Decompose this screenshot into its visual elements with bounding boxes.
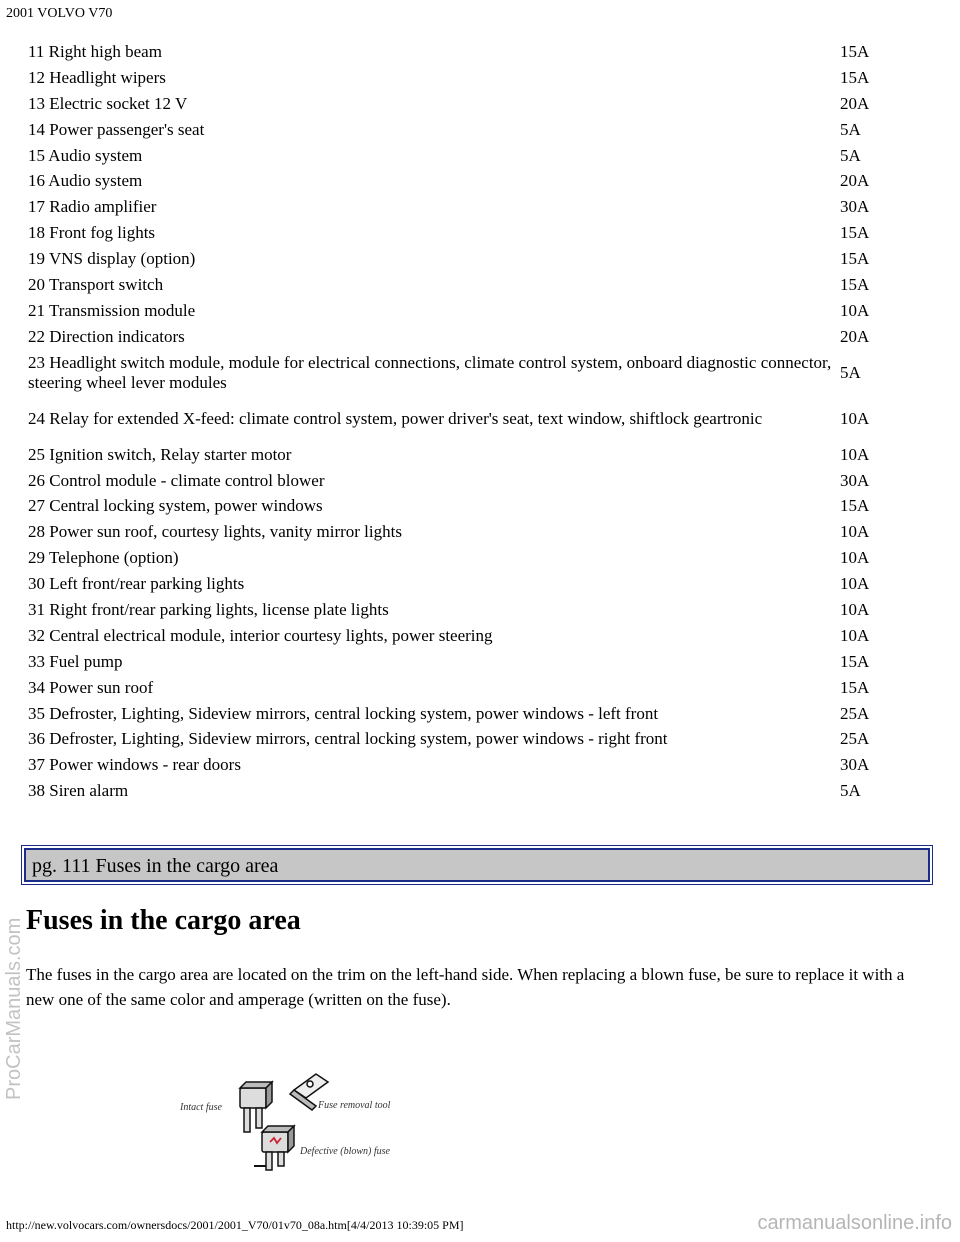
fuse-description: 12 Headlight wipers [28,67,166,87]
fuse-description: 33 Fuel pump [28,651,123,671]
fuse-row [28,752,890,778]
fuse-amperage: 5A [840,362,861,382]
fuse-amperage: 20A [840,93,870,113]
body-text: The fuses in the cargo area are located on the trim on the left-hand side. When replacing a blown fuse, be sure to replace it with a new one of the same color and amperage (written on the fuse). [26,965,905,1009]
fuse-row [28,442,890,468]
fuse-description: 11 Right high beam [28,41,162,61]
fuse-amperage: 15A [840,223,870,243]
fuse-amperage: 20A [840,171,870,191]
fuse-illustration-svg [178,1062,418,1174]
fuse-amperage: 5A [840,781,861,801]
fuse-amperage: 10A [840,444,870,464]
fuse-description: 14 Power passenger's seat [28,119,205,139]
fuse-description: 38 Siren alarm [28,781,129,801]
fuse-amperage: 5A [840,119,861,139]
fuse-row [28,701,890,727]
fuse-description: 17 Radio amplifier [28,197,157,217]
page-header: 2001 VOLVO V70 [6,6,113,21]
fuse-row [28,272,890,298]
fuse-amperage: 20A [840,326,870,346]
fuse-amperage: 15A [840,41,870,61]
fuse-description: 35 Defroster, Lighting, Sideview mirrors, central locking system, power windows - left front [28,703,659,723]
fuse-row [28,143,890,169]
fuse-row [28,91,890,117]
fuse-row [28,168,890,194]
fuse-amperage: 30A [840,470,870,490]
fuse-amperage: 25A [840,703,870,723]
fuse-row [28,519,890,545]
fuse-row [28,571,890,597]
fuse-description: 28 Power sun roof, courtesy lights, vanity mirror lights [28,522,402,542]
fuse-row [28,597,890,623]
fuse-row [28,324,890,350]
fuse-amperage: 15A [840,249,870,269]
side-watermark: ProCarManuals.com [3,917,25,1100]
fuse-row [28,65,890,91]
fuse-row [28,493,890,519]
fuse-description: 26 Control module - climate control blower [28,470,325,490]
fuse-row [28,298,890,324]
fuse-amperage: 30A [840,755,870,775]
fuse-row [28,778,890,804]
fuse-amperage: 10A [840,574,870,594]
fuse-description: 30 Left front/rear parking lights [28,574,245,594]
fuse-amperage: 30A [840,197,870,217]
fuse-row [28,39,890,65]
fuse-description: 19 VNS display (option) [28,249,196,269]
section-bar [24,848,930,882]
fuse-row [28,350,890,396]
fuse-description: 21 Transmission module [28,300,196,320]
blown-fuse-icon [254,1126,294,1170]
fuse-description: 23 Headlight switch module, module for electrical connections, climate control system, onboard diagnostic connector, steering wheel lever modules [28,352,832,392]
fuse-description: 15 Audio system [28,145,143,165]
fuse-description: 25 Ignition switch, Relay starter motor [28,444,292,464]
fuse-row [28,675,890,701]
fuse-amperage: 10A [840,408,870,428]
section-title: Fuses in the cargo area [26,905,301,936]
fuse-row [28,194,890,220]
corner-watermark: carmanualsonline.info [757,1212,952,1234]
intact-fuse-icon [240,1082,272,1132]
fuse-description: 34 Power sun roof [28,677,154,697]
fuse-row [28,726,890,752]
fuse-amperage: 10A [840,599,870,619]
fuse-description: 36 Defroster, Lighting, Sideview mirrors, central locking system, power windows - right front [28,729,668,749]
fuse-row [28,396,890,442]
fuse-amperage: 15A [840,274,870,294]
fuse-description: 13 Electric socket 12 V [28,93,188,113]
fuse-description: 16 Audio system [28,171,143,191]
fuse-amperage: 10A [840,548,870,568]
fuse-row [28,246,890,272]
intact-fuse-label: Intact fuse [180,1102,222,1113]
fuse-amperage: 15A [840,496,870,516]
fuse-amperage: 10A [840,625,870,645]
fuse-row [28,545,890,571]
fuse-amperage: 15A [840,677,870,697]
fuse-description: 18 Front fog lights [28,223,156,243]
fuse-illustration [178,1062,418,1174]
fuse-removal-tool-label: Fuse removal tool [318,1100,391,1111]
fuse-row [28,220,890,246]
fuse-description: 24 Relay for extended X-feed: climate control system, power driver's seat, text window, shiftlock geartronic [28,408,763,428]
fuse-table-body [28,39,890,804]
fuse-row [28,649,890,675]
fuse-description: 32 Central electrical module, interior courtesy lights, power steering [28,625,493,645]
fuse-amperage: 15A [840,67,870,87]
fuse-description: 27 Central locking system, power windows [28,496,323,516]
blown-fuse-label: Defective (blown) fuse [300,1146,390,1157]
fuse-description: 37 Power windows - rear doors [28,755,241,775]
fuse-amperage: 15A [840,651,870,671]
fuse-amperage: 10A [840,522,870,542]
fuse-row [28,117,890,143]
fuse-amperage: 5A [840,145,861,165]
fuse-description: 29 Telephone (option) [28,548,179,568]
fuse-description: 20 Transport switch [28,274,164,294]
fuse-table [28,39,890,804]
fuse-amperage: 10A [840,300,870,320]
section-bar-label: pg. 111 Fuses in the cargo area [32,855,279,877]
fuse-row [28,623,890,649]
fuse-description: 22 Direction indicators [28,326,185,346]
page-footer-url: http://new.volvocars.com/ownersdocs/2001/2001_V70/01v70_08a.htm[4/4/2013 10:39:05 PM] [6,1218,464,1232]
fuse-amperage: 25A [840,729,870,749]
fuse-description: 31 Right front/rear parking lights, license plate lights [28,599,389,619]
fuse-row [28,468,890,494]
